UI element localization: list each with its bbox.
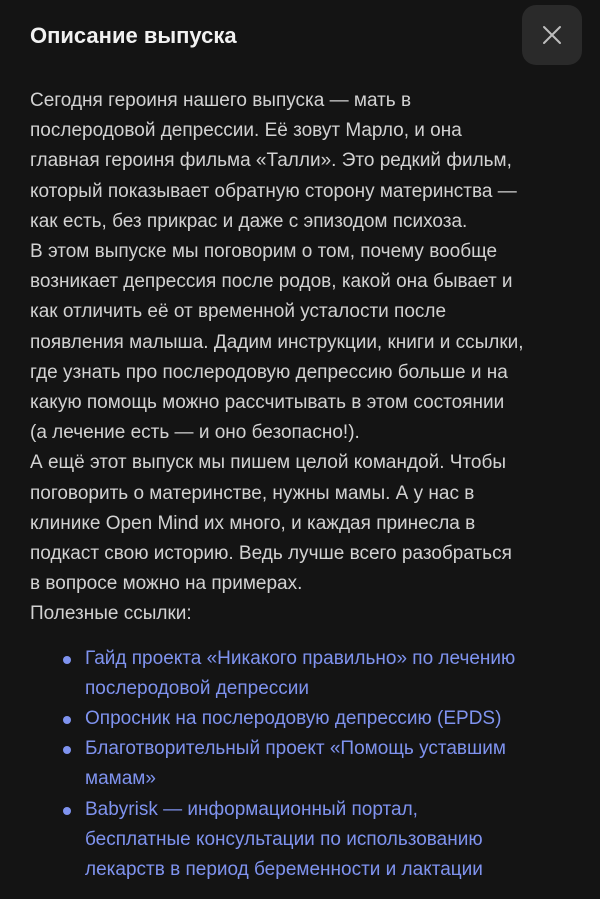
description-paragraph-3: А ещё этот выпуск мы пишем целой командой. Чтобы поговорить о материнстве, нужны мамы. А у нас в клинике Open Mind их много, и каждая принесла в подкаст свою историю. Ведь лучше всего разобраться в вопросе можно на примерах. bbox=[30, 452, 512, 595]
link-tired-moms-project[interactable]: Благотворительный проект «Помощь уставшим мамам» bbox=[85, 738, 506, 790]
bullet-icon bbox=[63, 656, 71, 664]
bullet-icon bbox=[63, 716, 71, 724]
link-guide-postpartum-depression[interactable]: Гайд проекта «Никакого правильно» по лечению послеродовой депрессии bbox=[85, 647, 516, 699]
bullet-icon bbox=[63, 807, 71, 815]
description-paragraph-1: Сегодня героиня нашего выпуска — мать в послеродовой депрессии. Её зовут Марло, и она главная героиня фильма «Талли». Это редкий фильм, который показывает обратную сторону материнства — как есть, без прикрас и даже с эпизодом психоза. bbox=[30, 90, 517, 232]
link-babyrisk-portal[interactable]: Babyrisk — информационный портал, бесплатные консультации по использованию лекарств в период беременности и лактации bbox=[85, 798, 483, 881]
list-item bbox=[85, 734, 575, 794]
close-icon bbox=[542, 25, 562, 45]
list-item bbox=[85, 644, 575, 704]
bullet-icon bbox=[63, 746, 71, 754]
useful-links-list bbox=[30, 644, 575, 886]
list-item bbox=[85, 795, 575, 886]
close-button[interactable] bbox=[522, 5, 582, 65]
useful-links-heading: Полезные ссылки: bbox=[30, 603, 192, 625]
modal-title: Описание выпуска bbox=[30, 23, 237, 48]
link-epds-questionnaire[interactable]: Опросник на послеродовую депрессию (EPDS) bbox=[85, 708, 502, 730]
description-paragraph-2: В этом выпуске мы поговорим о том, почему вообще возникает депрессия после родов, какой она бывает и как отличить её от временной усталости после появления малыша. Дадим инструкции, книги и ссылки, где узнать про послеродовую депрессию больше и на какую помощь можно рассчитывать в этом состоянии (а лечение есть — и оно безопасно!). bbox=[30, 241, 524, 444]
list-item bbox=[85, 704, 575, 734]
description-body bbox=[30, 86, 575, 885]
